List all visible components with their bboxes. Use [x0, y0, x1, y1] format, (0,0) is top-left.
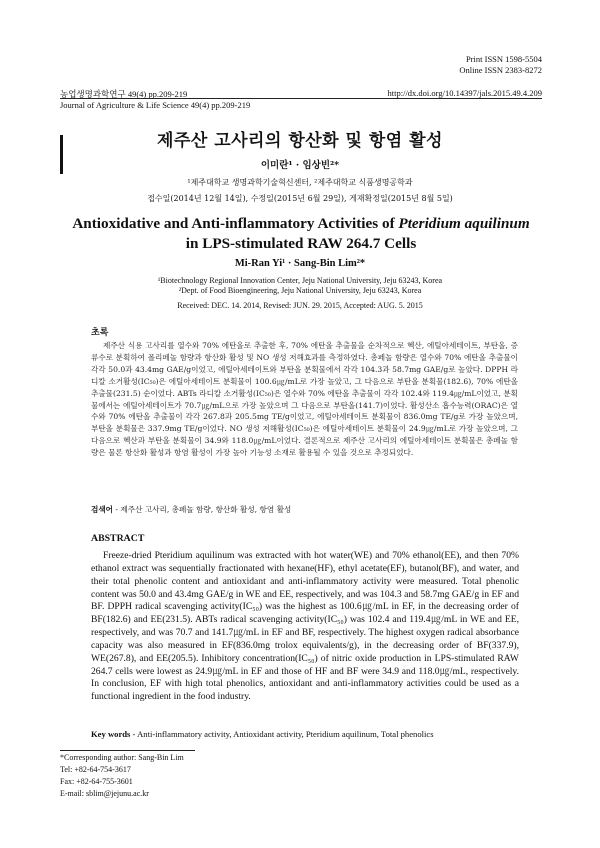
header-rule: [60, 98, 542, 99]
footnote-email[interactable]: E-mail: sblim@jejunu.ac.kr: [60, 789, 149, 798]
affiliation-en-2: ²Dept. of Food Bioengineering, Jeju National University, Jeju 63243, Korea: [178, 286, 422, 295]
authors-en: Mi-Ran Yi¹ · Sang-Bin Lim²*: [234, 258, 366, 269]
page-title-en: [60, 214, 542, 254]
keywords-en: [91, 729, 434, 739]
journal-citation-en: Journal of Agriculture & Life Science 49(4) pp.209-219: [60, 100, 251, 110]
abstract-ko-body: 제주산 식용 고사리를 열수와 70% 에탄올로 추출한 후, 70% 에탄올 추출물을 순차적으로 헥산, 에틸아세테이트, 부탄올, 증류수로 분획하여 폴리페놀 함량과 항산화 활성 및 NO 생성 저해효과를 측정하였다. 총페놀 함량은 열수와 70% 에탄올 추출물이 각각 50.0과 43.4mg GAE/g이었고, 에틸아세테이트와 부탄올 분획물에서 각각 104.3과 58.7mg GAE/g로 높았다. DPPH 라디칼 소거활성(IC₅₀)은 에틸아세테이트 분획물이 100.6㎍/mL로 가장 높았고, 그 다음으로 부탄올 분획물(182.6), 70% 에탄올 추출물(231.5) 순이었다. ABTs 라디칼 소거활성(IC₅₀)은 열수와 70% 에탄올 추출물이 각각 102.4와 119.4㎍/mL이었고, 분획물에서는 에틸아세테이트가 70.7㎍/mL으로 가장 높았으며 그 다음으로 부탄올(141.7)이었다. 활성산소 흡수능력(ORAC)은 열수와 70% 에탄올 추출물이 각각 267.8과 205.5mg TE/g이었고, 에틸아세테이트 분획물이 836.0mg TE/g로 가장 높았으며, 부탄올 분획물은 337.9mg TE/g이었다. NO 생성 저해활성(IC₅₀)은 에틸아세테이트 분획물이 24.9㎍/mL로 가장 높았으며, 그 다음으로 헥산과 부탄올 분획물이 34.9와 118.0㎍/mL이었다. 결론적으로 제주산 고사리의 에틸아세테이트 분획물은 총페놀 함량은 물론 항산화 활성과 항염 활성이 가장 높아 기능성 소재로 활용될 수 있을 것으로 추정되었다.: [91, 341, 518, 458]
dates-en: Received: DEC. 14. 2014, Revised: JUN. 29. 2015, Accepted: AUG. 5. 2015: [177, 301, 423, 310]
footnote-tel: Tel: +82-64-754-3617: [60, 765, 131, 774]
abstract-ko-heading: 초록: [91, 328, 109, 338]
affiliation-en-1: ¹Biotechnology Regional Innovation Center, Jeju National University, Jeju 63243, Korea: [157, 276, 443, 285]
keywords-ko: [91, 504, 291, 515]
keywords-ko-list: - 제주산 고사리, 총페놀 함량, 항산화 활성, 항염 활성: [113, 505, 292, 514]
abstract-en-heading: ABSTRACT: [91, 533, 145, 544]
keywords-en-label: Key words: [91, 729, 131, 739]
footnote-corresponding: *Corresponding author: Sang-Bin Lim: [60, 753, 184, 762]
title-en-part2: in LPS-stimulated RAW 264.7 Cells: [185, 235, 417, 252]
journal-citation-ko: 농업생명과학연구 49(4) pp.209-219: [60, 89, 188, 99]
doi-link[interactable]: http://dx.doi.org/10.14397/jals.2015.49.4.209: [387, 88, 542, 98]
page-title-ko: 제주산 고사리의 항산화 및 항염 활성: [157, 131, 443, 151]
keywords-en-list: - Anti-inflammatory activity, Antioxidant activity, Pteridium aquilinum, Total phenolics: [130, 729, 434, 739]
dates-ko: 접수일(2014년 12월 14일), 수정일(2015년 6월 29일), 게재확정일(2015년 8월 5일): [147, 194, 453, 203]
authors-ko: 이미란¹ · 임상빈²*: [260, 160, 340, 171]
print-issn: Print ISSN 1598-5504: [465, 54, 542, 64]
title-en-species: Pteridium aquilinum: [398, 215, 530, 232]
footnote-rule: [60, 750, 195, 751]
footnote-fax: Fax: +82-64-755-3601: [60, 777, 133, 786]
keywords-ko-label: 검색어: [91, 505, 114, 514]
abstract-en-body: Freeze-dried Pteridium aquilinum was extracted with hot water(WE) and 70% ethanol(EE), and then 70% ethanol extract was sequentially fractionated with hexane(HF), ethyl acetate(EF), butanol(BF), and water, and their total phenolic content and antioxidant and anti-inflammatory activity were measured. Total phenolic content was 50.0 and 43.4mg GAE/g in WE and EE, respectively, and was 104.3 and 58.7mg GAE/g in EF and BF. DPPH radical scavenging activity(IC₅₀) was the highest as 100.6㎍/mL in EF, in the decreasing order of BF(182.6) and EE(231.5). ABTs radical scavenging activity(IC₅₀) was 102.4 and 119.4㎍/mL in WE and EE, respectively, and was 70.7 and 141.7㎍/mL in EF and BF, respectively. The highest oxygen radical absorbance capacity was also measured in EF(836.0mg trolox equivalents/g), in the decreasing order of BF(337.9), WE(267.8), and EE(205.5). Inhibitory concentration(IC₅₀) of nitric oxide production in LPS-stimulated RAW 264.7 cells were lowest as 24.9㎍/mL in EF and those of HF and BF were 34.9 and 118.0㎍/mL, respectively. In conclusion, EF with high total phenolics, antioxidant and anti-inflammatory activities could be used as a functional ingredient in the food industry.: [91, 550, 519, 703]
title-en-part1: Antioxidative and Anti-inflammatory Activities of: [72, 215, 399, 232]
affiliation-ko: ¹제주대학교 생명과학기술혁신센터, ²제주대학교 식품생명공학과: [187, 178, 413, 187]
online-issn: Online ISSN 2383-8272: [459, 65, 542, 75]
